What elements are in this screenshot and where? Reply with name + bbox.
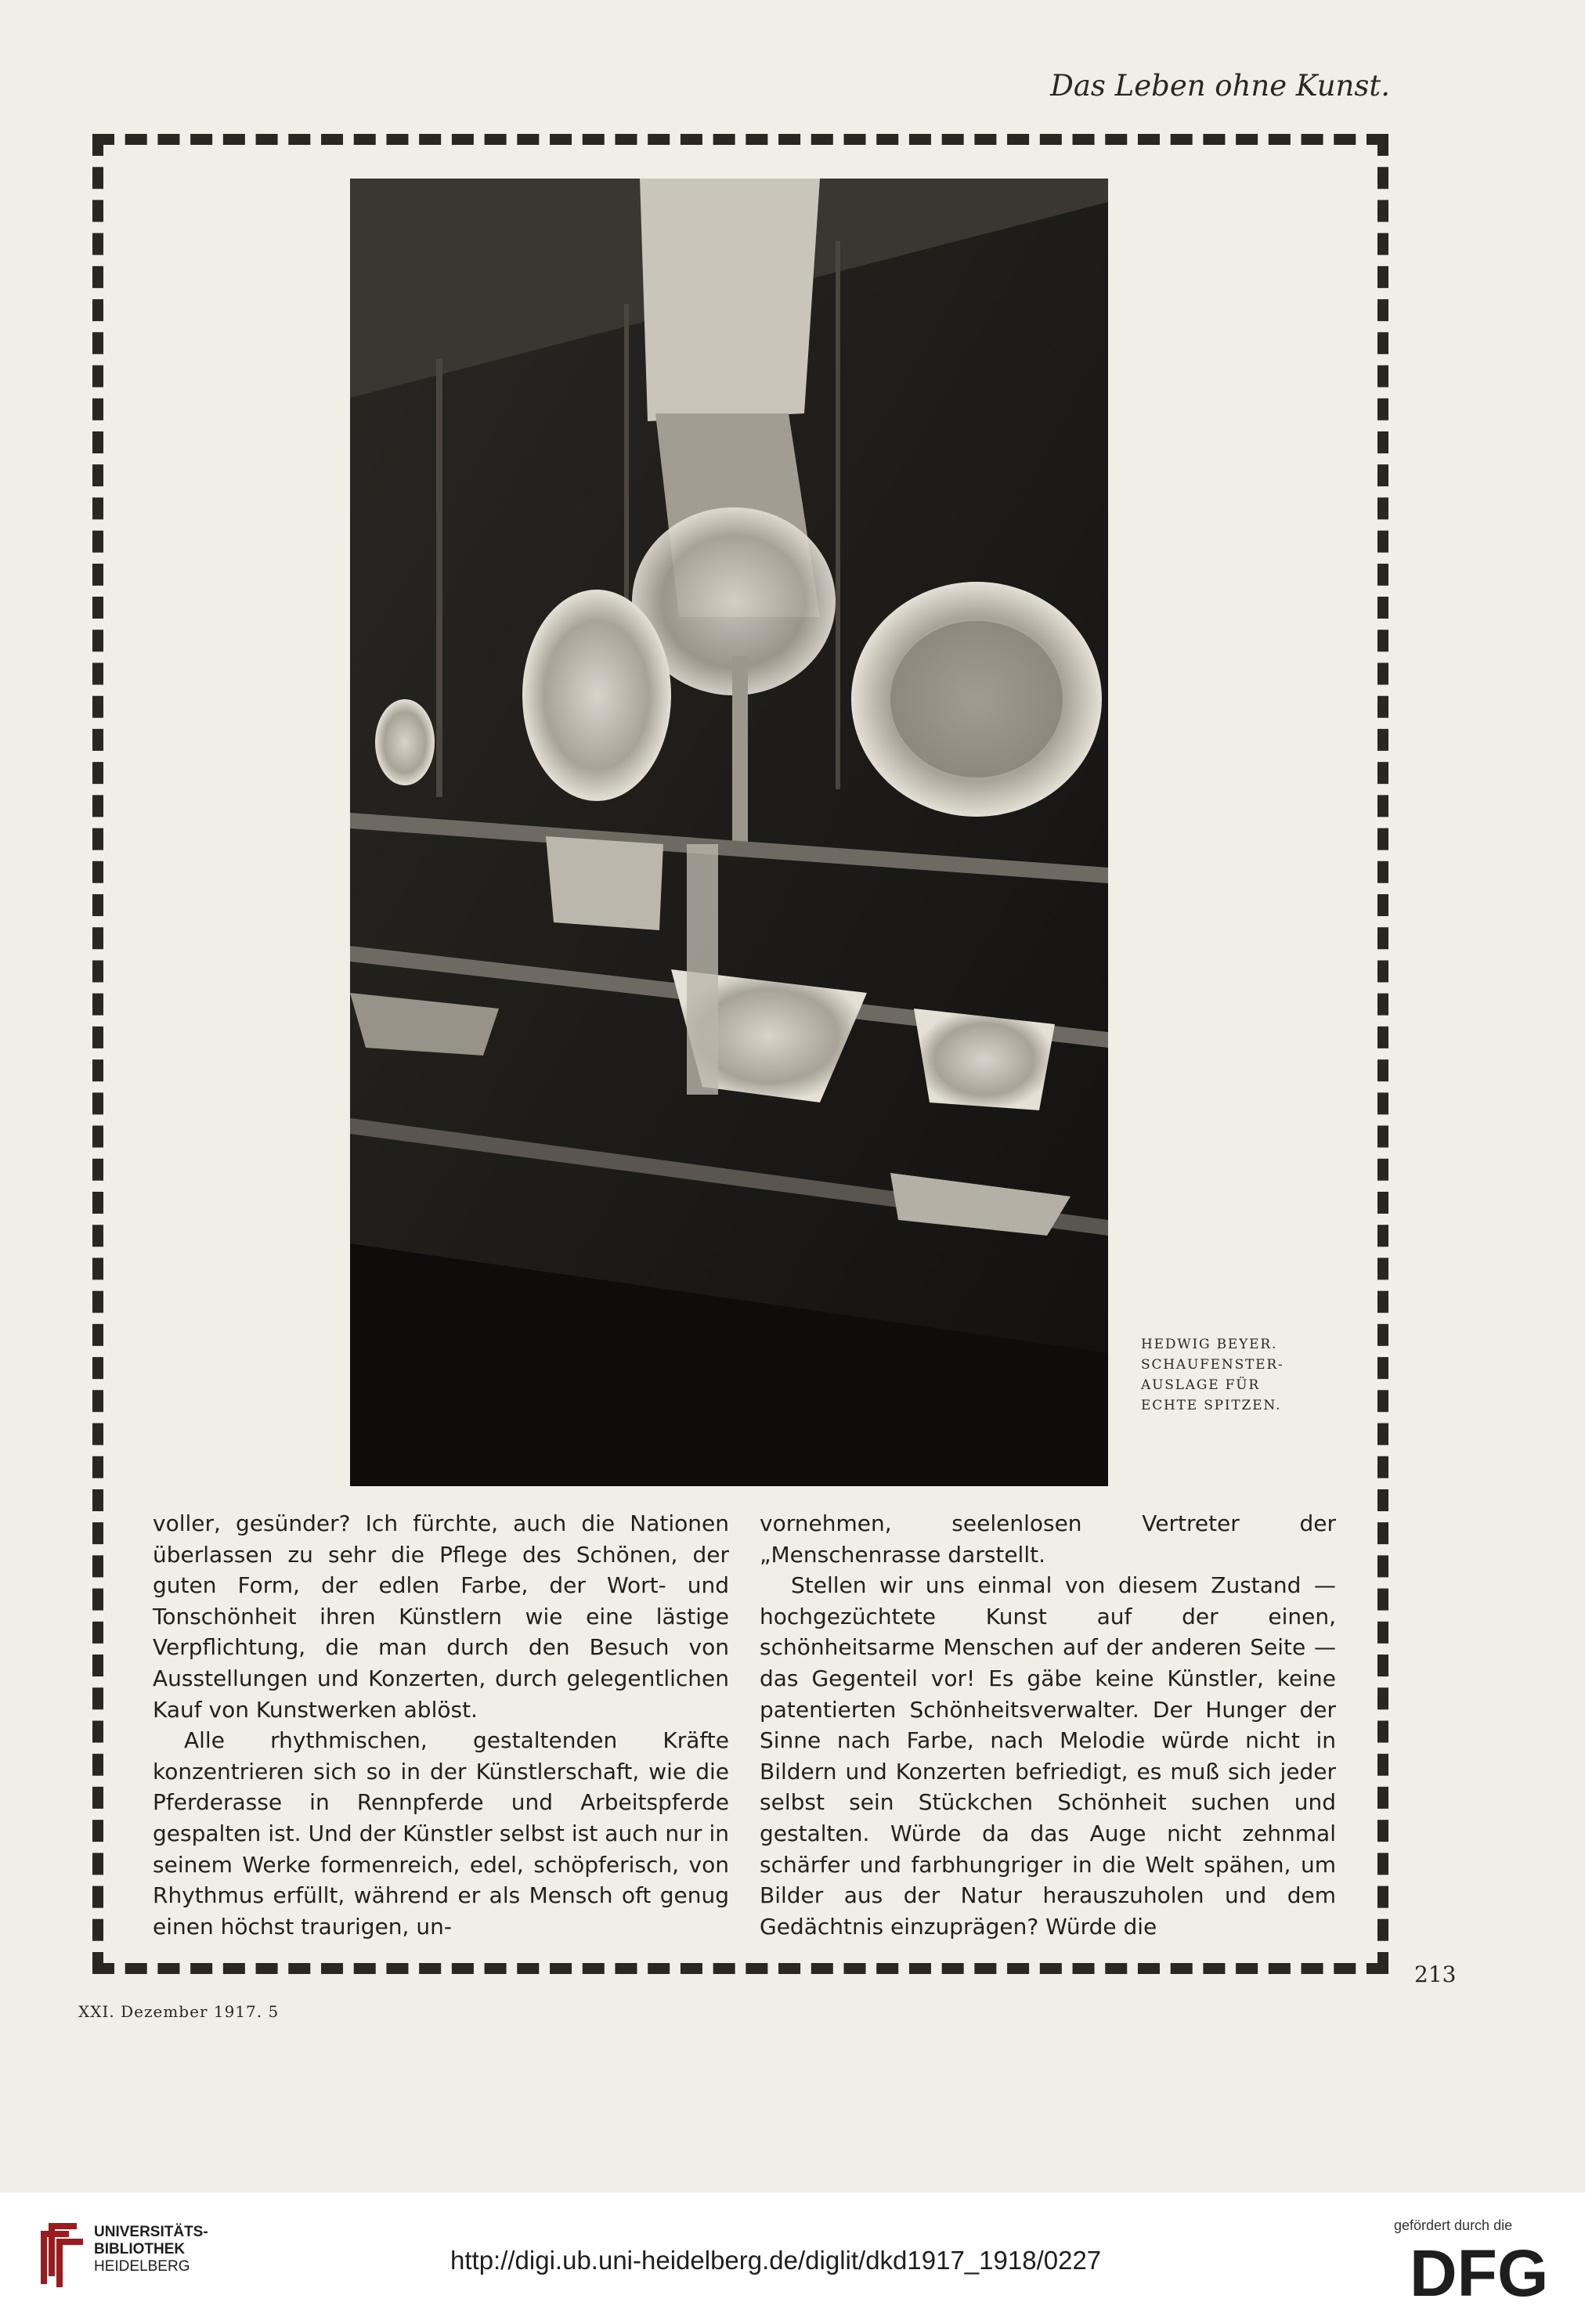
shop-window-photograph [350, 179, 1108, 1486]
paragraph: voller, gesünder? Ich fürchte, auch die Nationen überlassen zu sehr die Pflege des Schönen, der guten Form, der edlen Farbe, der Wort- und Tonschönheit ihren Künstlern wie eine lästige Verpflichtung, die man durch den Besuch von Ausstellungen und Konzerten, durch gelegentlichen Kauf von Kunstwerken ablöst. [153, 1510, 729, 1723]
photo-caption [1141, 1334, 1345, 1416]
university-library-logo-icon [38, 2218, 83, 2287]
permalink-url[interactable]: http://digi.ub.uni-heidelberg.de/diglit/dkd1917_1918/0227 [450, 2246, 1102, 2275]
lace-shop-window-photo-icon [350, 179, 1108, 1486]
funding-note: gefördert durch die [1394, 2218, 1513, 2233]
caption-line: HEDWIG BEYER. [1141, 1337, 1278, 1352]
dfg-logo-icon [1410, 2241, 1566, 2304]
paragraph: Alle rhythmischen, gestaltenden Kräfte konzentrieren sich so in der Künstlerschaft, wie die Pferderasse in Rennpferde und Arbeitspferde gespalten ist. Und der Künstler selbst ist auch nur in seinem Werke formenreich, edel, schöpferisch, von Rhythmus erfüllt, während er als Mensch oft genug einen höchst traurigen, un- [153, 1727, 729, 1940]
issue-signature: XXI. Dezember 1917. 5 [78, 2002, 280, 2021]
paragraph: vornehmen, seelenlosen Vertreter der „Menschenrasse darstellt. [760, 1510, 1336, 1568]
paragraph: Stellen wir uns einmal von diesem Zustand — hochgezüchtete Kunst auf der einen, schönheitsarme Menschen auf der anderen Seite — das Gegenteil vor! Es gäbe keine Künstler, keine patentierten Schönheitsverwalter. Der Hunger der Sinne nach Farbe, nach Melodie würde nicht in Bildern und Konzerten befriedigt, es muß sich jeder selbst sein Stückchen Schönheit suchen und gestalten. Würde da das Auge nicht zehnmal schärfer und farbhungriger in die Welt spähen, um Bilder aus der Natur herauszuholen und dem Gedächtnis einzuprägen? Würde die [760, 1572, 1336, 1940]
library-name-line: HEIDELBERG [94, 2258, 190, 2275]
library-name [94, 2224, 208, 2275]
running-header-title: Das Leben ohne Kunst. [1050, 69, 1390, 103]
page-number: 213 [1414, 1961, 1457, 1987]
dfg-logo-text: DFG [1410, 2241, 1549, 2304]
caption-line: AUSLAGE FÜR [1141, 1377, 1260, 1393]
text-column-right [760, 1508, 1336, 1942]
text-column-left [153, 1508, 729, 1942]
caption-line: ECHTE SPITZEN. [1141, 1398, 1282, 1413]
caption-line: SCHAUFENSTER- [1141, 1357, 1284, 1373]
library-name-line: BIBLIOTHEK [94, 2241, 186, 2257]
library-name-line: UNIVERSITÄTS- [94, 2224, 208, 2240]
